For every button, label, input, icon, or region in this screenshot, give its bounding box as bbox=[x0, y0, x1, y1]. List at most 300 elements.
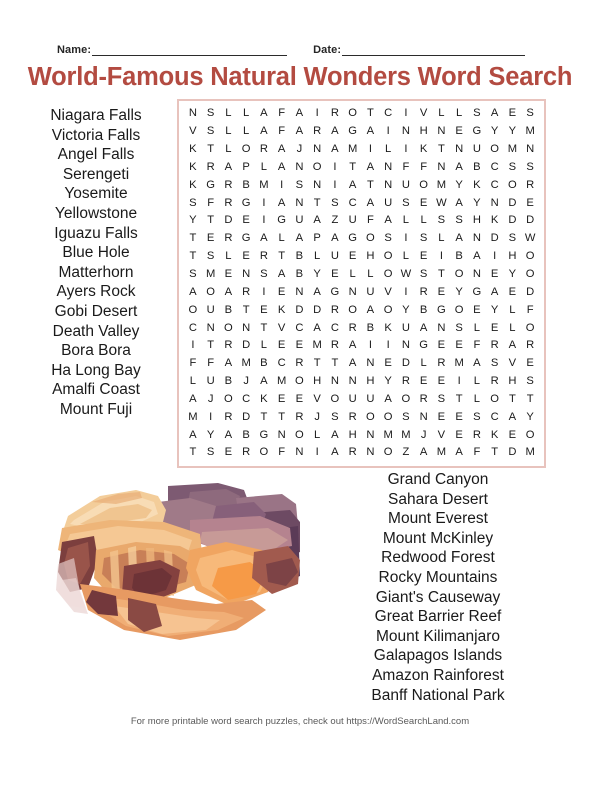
grid-cell[interactable]: R bbox=[348, 446, 357, 459]
grid-cell[interactable]: V bbox=[189, 125, 197, 138]
grid-cell[interactable]: U bbox=[401, 178, 410, 191]
grid-cell[interactable]: A bbox=[331, 143, 339, 156]
grid-cell[interactable]: R bbox=[242, 285, 251, 298]
grid-cell[interactable]: N bbox=[313, 178, 322, 191]
grid-cell[interactable]: G bbox=[472, 125, 482, 138]
grid-cell[interactable]: Z bbox=[402, 446, 410, 459]
grid-cell[interactable]: T bbox=[189, 446, 197, 459]
grid-cell[interactable]: G bbox=[419, 339, 428, 352]
grid-cell[interactable]: N bbox=[295, 196, 304, 209]
grid-cell[interactable]: N bbox=[437, 321, 446, 334]
grid-cell[interactable]: L bbox=[189, 375, 196, 388]
grid-cell[interactable]: O bbox=[525, 428, 535, 441]
grid-cell[interactable]: A bbox=[260, 232, 268, 245]
grid-cell[interactable]: L bbox=[243, 107, 250, 120]
grid-cell[interactable]: E bbox=[508, 107, 517, 120]
grid-cell[interactable]: K bbox=[260, 392, 268, 405]
grid-cell[interactable]: V bbox=[419, 107, 428, 120]
grid-cell[interactable]: I bbox=[315, 446, 319, 459]
grid-cell[interactable]: U bbox=[401, 321, 410, 334]
grid-cell[interactable]: E bbox=[260, 303, 268, 316]
grid-cell[interactable]: I bbox=[386, 125, 390, 138]
grid-cell[interactable]: T bbox=[207, 339, 215, 352]
grid-cell[interactable]: N bbox=[437, 125, 446, 138]
grid-cell[interactable]: R bbox=[526, 178, 535, 191]
grid-cell[interactable]: R bbox=[224, 339, 233, 352]
grid-cell[interactable]: M bbox=[436, 178, 447, 191]
grid-cell[interactable]: J bbox=[207, 392, 214, 405]
grid-cell[interactable]: R bbox=[490, 375, 499, 388]
grid-cell[interactable]: I bbox=[262, 196, 266, 209]
grid-cell[interactable]: N bbox=[437, 160, 446, 173]
grid-cell[interactable]: C bbox=[490, 178, 499, 191]
grid-cell[interactable]: G bbox=[437, 303, 446, 316]
grid-cell[interactable]: E bbox=[490, 267, 499, 280]
grid-cell[interactable]: T bbox=[313, 196, 321, 209]
grid-cell[interactable]: N bbox=[384, 178, 393, 191]
grid-cell[interactable]: O bbox=[508, 178, 517, 191]
grid-cell[interactable]: A bbox=[277, 143, 286, 156]
grid-cell[interactable]: I bbox=[191, 339, 195, 352]
grid-cell[interactable]: F bbox=[278, 125, 286, 138]
grid-cell[interactable]: A bbox=[473, 357, 481, 370]
grid-cell[interactable]: A bbox=[224, 428, 233, 441]
grid-cell[interactable]: D bbox=[508, 196, 517, 209]
grid-cell[interactable]: I bbox=[262, 214, 266, 227]
grid-cell[interactable]: V bbox=[384, 285, 392, 298]
grid-cell[interactable]: V bbox=[508, 357, 517, 370]
grid-cell[interactable]: L bbox=[367, 267, 374, 280]
grid-cell[interactable]: Y bbox=[526, 410, 534, 423]
grid-cell[interactable]: D bbox=[508, 446, 517, 459]
grid-cell[interactable]: E bbox=[455, 428, 463, 441]
grid-cell[interactable]: N bbox=[366, 357, 375, 370]
grid-cell[interactable]: H bbox=[472, 214, 481, 227]
grid-cell[interactable]: H bbox=[313, 375, 322, 388]
grid-cell[interactable]: T bbox=[242, 303, 250, 316]
grid-cell[interactable]: R bbox=[419, 392, 428, 405]
grid-cell[interactable]: S bbox=[437, 392, 446, 405]
grid-cell[interactable]: F bbox=[207, 196, 215, 209]
grid-cell[interactable]: T bbox=[278, 410, 286, 423]
grid-cell[interactable]: O bbox=[295, 375, 304, 388]
grid-cell[interactable]: B bbox=[224, 375, 233, 388]
grid-cell[interactable]: M bbox=[259, 178, 269, 191]
grid-cell[interactable]: I bbox=[280, 178, 284, 191]
grid-cell[interactable]: D bbox=[401, 357, 410, 370]
grid-cell[interactable]: L bbox=[225, 125, 232, 138]
grid-cell[interactable]: L bbox=[349, 267, 356, 280]
grid-cell[interactable]: R bbox=[330, 303, 339, 316]
grid-cell[interactable]: R bbox=[295, 410, 304, 423]
grid-cell[interactable]: I bbox=[368, 339, 372, 352]
grid-cell[interactable]: Z bbox=[331, 214, 339, 227]
grid-cell[interactable]: C bbox=[490, 160, 499, 173]
grid-cell[interactable]: T bbox=[526, 392, 534, 405]
grid-cell[interactable]: A bbox=[260, 107, 268, 120]
grid-cell[interactable]: M bbox=[507, 143, 518, 156]
grid-cell[interactable]: V bbox=[437, 428, 446, 441]
grid-cell[interactable]: A bbox=[366, 160, 375, 173]
grid-cell[interactable]: I bbox=[404, 285, 408, 298]
word-search-grid[interactable] bbox=[184, 105, 539, 462]
grid-cell[interactable]: B bbox=[455, 250, 463, 263]
grid-cell[interactable]: A bbox=[295, 125, 304, 138]
grid-cell[interactable]: U bbox=[295, 214, 304, 227]
grid-cell[interactable]: I bbox=[457, 375, 461, 388]
grid-cell[interactable]: S bbox=[206, 125, 215, 138]
grid-cell[interactable]: H bbox=[366, 250, 375, 263]
grid-cell[interactable]: A bbox=[419, 321, 428, 334]
grid-cell[interactable]: N bbox=[242, 321, 251, 334]
grid-cell[interactable]: E bbox=[455, 410, 463, 423]
grid-cell[interactable]: T bbox=[366, 107, 374, 120]
grid-cell[interactable]: S bbox=[526, 375, 534, 388]
grid-cell[interactable]: A bbox=[490, 107, 499, 120]
grid-cell[interactable]: A bbox=[331, 125, 339, 138]
grid-cell[interactable]: F bbox=[366, 214, 374, 227]
grid-cell[interactable]: O bbox=[259, 446, 269, 459]
grid-cell[interactable]: O bbox=[525, 321, 535, 334]
grid-cell[interactable]: F bbox=[526, 303, 534, 316]
grid-cell[interactable]: C bbox=[295, 321, 304, 334]
grid-cell[interactable]: M bbox=[188, 410, 198, 423]
grid-cell[interactable]: N bbox=[348, 375, 357, 388]
grid-cell[interactable]: O bbox=[348, 107, 357, 120]
grid-cell[interactable]: N bbox=[384, 160, 393, 173]
grid-cell[interactable]: N bbox=[419, 410, 428, 423]
grid-cell[interactable]: A bbox=[295, 107, 304, 120]
grid-cell[interactable]: I bbox=[209, 410, 213, 423]
grid-cell[interactable]: E bbox=[526, 196, 534, 209]
grid-cell[interactable]: D bbox=[526, 214, 535, 227]
grid-cell[interactable]: L bbox=[314, 250, 321, 263]
grid-cell[interactable]: A bbox=[455, 232, 463, 245]
grid-cell[interactable]: C bbox=[330, 321, 339, 334]
grid-cell[interactable]: A bbox=[455, 196, 463, 209]
grid-cell[interactable]: I bbox=[368, 143, 372, 156]
grid-cell[interactable]: F bbox=[420, 160, 428, 173]
grid-cell[interactable]: C bbox=[188, 321, 197, 334]
grid-cell[interactable]: L bbox=[438, 107, 445, 120]
grid-cell[interactable]: N bbox=[330, 375, 339, 388]
grid-cell[interactable]: F bbox=[473, 446, 481, 459]
grid-cell[interactable]: N bbox=[242, 267, 251, 280]
grid-cell[interactable]: H bbox=[419, 125, 428, 138]
grid-cell[interactable]: R bbox=[313, 125, 322, 138]
grid-cell[interactable]: T bbox=[331, 357, 339, 370]
grid-cell[interactable]: J bbox=[420, 428, 427, 441]
grid-cell[interactable]: L bbox=[243, 125, 250, 138]
grid-cell[interactable]: N bbox=[277, 428, 286, 441]
grid-cell[interactable]: R bbox=[437, 357, 446, 370]
grid-cell[interactable]: S bbox=[402, 410, 410, 423]
grid-cell[interactable]: S bbox=[526, 107, 534, 120]
grid-cell[interactable]: A bbox=[277, 160, 286, 173]
grid-cell[interactable]: V bbox=[277, 321, 286, 334]
grid-cell[interactable]: E bbox=[348, 250, 357, 263]
grid-cell[interactable]: B bbox=[242, 428, 250, 441]
grid-cell[interactable]: L bbox=[456, 107, 463, 120]
grid-cell[interactable]: E bbox=[419, 250, 428, 263]
grid-cell[interactable]: N bbox=[295, 160, 304, 173]
grid-cell[interactable]: O bbox=[188, 303, 198, 316]
grid-cell[interactable]: S bbox=[260, 267, 268, 280]
grid-cell[interactable]: A bbox=[348, 357, 357, 370]
grid-cell[interactable]: T bbox=[508, 392, 516, 405]
grid-cell[interactable]: A bbox=[455, 446, 463, 459]
grid-cell[interactable]: A bbox=[313, 321, 321, 334]
grid-cell[interactable]: B bbox=[295, 250, 304, 263]
grid-cell[interactable]: O bbox=[366, 232, 375, 245]
grid-cell[interactable]: R bbox=[526, 339, 535, 352]
grid-cell[interactable]: L bbox=[438, 232, 445, 245]
grid-cell[interactable]: C bbox=[490, 410, 499, 423]
grid-cell[interactable]: E bbox=[455, 125, 463, 138]
grid-cell[interactable]: W bbox=[436, 196, 447, 209]
grid-cell[interactable]: A bbox=[189, 428, 197, 441]
grid-cell[interactable]: L bbox=[473, 392, 480, 405]
grid-cell[interactable]: N bbox=[490, 196, 499, 209]
grid-cell[interactable]: E bbox=[437, 285, 446, 298]
grid-cell[interactable]: O bbox=[454, 267, 464, 280]
grid-cell[interactable]: S bbox=[331, 196, 339, 209]
grid-cell[interactable]: O bbox=[241, 143, 251, 156]
grid-cell[interactable]: E bbox=[526, 357, 534, 370]
grid-cell[interactable]: T bbox=[313, 357, 321, 370]
grid-cell[interactable]: A bbox=[366, 196, 375, 209]
grid-cell[interactable]: N bbox=[472, 232, 481, 245]
grid-cell[interactable]: T bbox=[207, 214, 215, 227]
grid-cell[interactable]: U bbox=[206, 375, 215, 388]
grid-cell[interactable]: B bbox=[242, 178, 250, 191]
grid-cell[interactable]: S bbox=[455, 321, 463, 334]
grid-cell[interactable]: E bbox=[384, 357, 392, 370]
grid-cell[interactable]: R bbox=[330, 339, 339, 352]
grid-cell[interactable]: R bbox=[206, 160, 215, 173]
grid-cell[interactable]: I bbox=[386, 339, 390, 352]
grid-cell[interactable]: E bbox=[331, 267, 339, 280]
grid-cell[interactable]: H bbox=[348, 428, 357, 441]
grid-cell[interactable]: E bbox=[455, 339, 463, 352]
grid-cell[interactable]: J bbox=[314, 410, 320, 423]
date-write-line[interactable] bbox=[342, 45, 525, 56]
grid-cell[interactable]: F bbox=[402, 160, 410, 173]
grid-cell[interactable]: O bbox=[224, 392, 233, 405]
grid-cell[interactable]: I bbox=[333, 178, 337, 191]
grid-cell[interactable]: O bbox=[490, 143, 499, 156]
grid-cell[interactable]: T bbox=[260, 410, 268, 423]
grid-cell[interactable]: F bbox=[473, 339, 481, 352]
grid-cell[interactable]: O bbox=[312, 160, 322, 173]
grid-cell[interactable]: E bbox=[242, 250, 250, 263]
grid-cell[interactable]: L bbox=[473, 375, 480, 388]
grid-cell[interactable]: M bbox=[383, 428, 393, 441]
grid-cell[interactable]: E bbox=[277, 285, 286, 298]
grid-cell[interactable]: B bbox=[224, 303, 233, 316]
grid-cell[interactable]: I bbox=[404, 143, 408, 156]
grid-cell[interactable]: N bbox=[401, 339, 410, 352]
grid-cell[interactable]: M bbox=[276, 375, 287, 388]
grid-cell[interactable]: U bbox=[472, 143, 481, 156]
grid-cell[interactable]: N bbox=[526, 143, 535, 156]
grid-cell[interactable]: K bbox=[189, 143, 197, 156]
grid-cell[interactable]: A bbox=[189, 285, 197, 298]
grid-cell[interactable]: A bbox=[224, 285, 233, 298]
grid-cell[interactable]: L bbox=[225, 143, 232, 156]
grid-cell[interactable]: E bbox=[277, 392, 286, 405]
grid-cell[interactable]: O bbox=[383, 267, 393, 280]
grid-cell[interactable]: Y bbox=[189, 214, 197, 227]
grid-cell[interactable]: S bbox=[508, 160, 517, 173]
grid-cell[interactable]: T bbox=[260, 321, 268, 334]
grid-cell[interactable]: T bbox=[366, 178, 374, 191]
grid-cell[interactable]: T bbox=[437, 267, 445, 280]
grid-cell[interactable]: D bbox=[295, 303, 304, 316]
grid-cell[interactable]: T bbox=[189, 250, 197, 263]
grid-cell[interactable]: O bbox=[419, 178, 428, 191]
grid-cell[interactable]: U bbox=[206, 303, 215, 316]
grid-cell[interactable]: S bbox=[526, 160, 534, 173]
grid-cell[interactable]: A bbox=[366, 303, 375, 316]
grid-cell[interactable]: L bbox=[402, 214, 409, 227]
grid-cell[interactable]: F bbox=[278, 107, 286, 120]
grid-cell[interactable]: G bbox=[348, 232, 357, 245]
grid-cell[interactable]: I bbox=[493, 250, 497, 263]
grid-cell[interactable]: T bbox=[278, 250, 286, 263]
grid-cell[interactable]: L bbox=[420, 357, 427, 370]
grid-cell[interactable]: V bbox=[313, 392, 321, 405]
grid-cell[interactable]: R bbox=[259, 250, 268, 263]
grid-cell[interactable]: A bbox=[260, 125, 268, 138]
grid-cell[interactable]: E bbox=[419, 196, 428, 209]
grid-cell[interactable]: G bbox=[472, 285, 482, 298]
grid-cell[interactable]: R bbox=[242, 446, 251, 459]
grid-cell[interactable]: L bbox=[385, 143, 392, 156]
grid-cell[interactable]: S bbox=[331, 410, 339, 423]
grid-cell[interactable]: U bbox=[366, 392, 375, 405]
grid-cell[interactable]: M bbox=[525, 125, 535, 138]
grid-cell[interactable]: M bbox=[347, 143, 358, 156]
grid-cell[interactable]: S bbox=[206, 250, 215, 263]
grid-cell[interactable]: L bbox=[260, 339, 267, 352]
grid-cell[interactable]: F bbox=[189, 357, 197, 370]
grid-cell[interactable]: M bbox=[241, 357, 251, 370]
grid-cell[interactable]: R bbox=[419, 285, 428, 298]
grid-cell[interactable]: O bbox=[525, 250, 535, 263]
grid-cell[interactable]: G bbox=[259, 428, 269, 441]
grid-cell[interactable]: I bbox=[404, 232, 408, 245]
grid-cell[interactable]: E bbox=[437, 375, 446, 388]
grid-cell[interactable]: S bbox=[419, 232, 428, 245]
grid-cell[interactable]: L bbox=[473, 321, 480, 334]
grid-cell[interactable]: O bbox=[383, 250, 393, 263]
grid-cell[interactable]: E bbox=[242, 214, 250, 227]
grid-cell[interactable]: D bbox=[508, 214, 517, 227]
grid-cell[interactable]: R bbox=[295, 357, 304, 370]
grid-cell[interactable]: K bbox=[490, 214, 499, 227]
grid-cell[interactable]: K bbox=[189, 160, 197, 173]
grid-cell[interactable]: N bbox=[348, 285, 357, 298]
grid-cell[interactable]: T bbox=[491, 446, 499, 459]
grid-cell[interactable]: Y bbox=[508, 125, 517, 138]
grid-cell[interactable]: U bbox=[366, 285, 375, 298]
grid-cell[interactable]: O bbox=[490, 392, 499, 405]
grid-cell[interactable]: G bbox=[241, 232, 251, 245]
grid-cell[interactable]: M bbox=[401, 428, 411, 441]
grid-cell[interactable]: A bbox=[508, 339, 517, 352]
grid-cell[interactable]: C bbox=[277, 357, 286, 370]
grid-cell[interactable]: T bbox=[437, 143, 445, 156]
grid-cell[interactable]: E bbox=[437, 410, 446, 423]
grid-cell[interactable]: I bbox=[404, 107, 408, 120]
grid-cell[interactable]: Y bbox=[206, 428, 215, 441]
grid-cell[interactable]: S bbox=[189, 267, 197, 280]
grid-cell[interactable]: J bbox=[296, 143, 303, 156]
grid-cell[interactable]: A bbox=[508, 410, 517, 423]
grid-cell[interactable]: G bbox=[241, 196, 251, 209]
grid-cell[interactable]: E bbox=[419, 375, 428, 388]
grid-cell[interactable]: F bbox=[207, 357, 215, 370]
grid-cell[interactable]: E bbox=[295, 392, 304, 405]
grid-cell[interactable]: A bbox=[348, 339, 357, 352]
grid-cell[interactable]: E bbox=[295, 339, 304, 352]
grid-cell[interactable]: S bbox=[419, 267, 428, 280]
grid-cell[interactable]: O bbox=[401, 392, 411, 405]
grid-cell[interactable]: S bbox=[473, 107, 481, 120]
grid-cell[interactable]: S bbox=[437, 214, 446, 227]
grid-cell[interactable]: A bbox=[384, 214, 392, 227]
grid-cell[interactable]: L bbox=[420, 214, 427, 227]
grid-cell[interactable]: K bbox=[384, 321, 392, 334]
grid-cell[interactable]: S bbox=[295, 178, 304, 191]
grid-cell[interactable]: A bbox=[455, 160, 463, 173]
grid-cell[interactable]: S bbox=[455, 214, 463, 227]
grid-cell[interactable]: O bbox=[383, 446, 393, 459]
grid-cell[interactable]: O bbox=[454, 303, 464, 316]
grid-cell[interactable]: M bbox=[312, 339, 322, 352]
grid-cell[interactable]: A bbox=[224, 357, 233, 370]
grid-cell[interactable]: P bbox=[242, 160, 250, 173]
grid-cell[interactable]: N bbox=[188, 107, 197, 120]
grid-cell[interactable]: Y bbox=[384, 375, 392, 388]
grid-cell[interactable]: O bbox=[295, 428, 304, 441]
grid-cell[interactable]: P bbox=[313, 232, 321, 245]
grid-cell[interactable]: A bbox=[313, 214, 321, 227]
grid-cell[interactable]: R bbox=[401, 375, 410, 388]
grid-cell[interactable]: N bbox=[401, 125, 410, 138]
grid-cell[interactable]: B bbox=[366, 321, 375, 334]
grid-cell[interactable]: A bbox=[224, 160, 233, 173]
grid-cell[interactable]: B bbox=[260, 357, 268, 370]
grid-cell[interactable]: N bbox=[472, 267, 481, 280]
grid-cell[interactable]: Y bbox=[402, 303, 410, 316]
grid-cell[interactable]: U bbox=[348, 214, 357, 227]
grid-cell[interactable]: C bbox=[348, 196, 357, 209]
grid-cell[interactable]: T bbox=[207, 143, 215, 156]
grid-cell[interactable]: D bbox=[242, 339, 251, 352]
grid-cell[interactable]: O bbox=[383, 410, 393, 423]
grid-cell[interactable]: H bbox=[508, 250, 517, 263]
grid-cell[interactable]: K bbox=[473, 178, 481, 191]
grid-cell[interactable]: A bbox=[189, 392, 197, 405]
grid-cell[interactable]: U bbox=[348, 392, 357, 405]
grid-cell[interactable]: O bbox=[224, 321, 233, 334]
grid-cell[interactable]: S bbox=[384, 232, 392, 245]
grid-cell[interactable]: T bbox=[455, 392, 463, 405]
grid-cell[interactable]: T bbox=[349, 160, 357, 173]
grid-cell[interactable]: A bbox=[331, 232, 339, 245]
